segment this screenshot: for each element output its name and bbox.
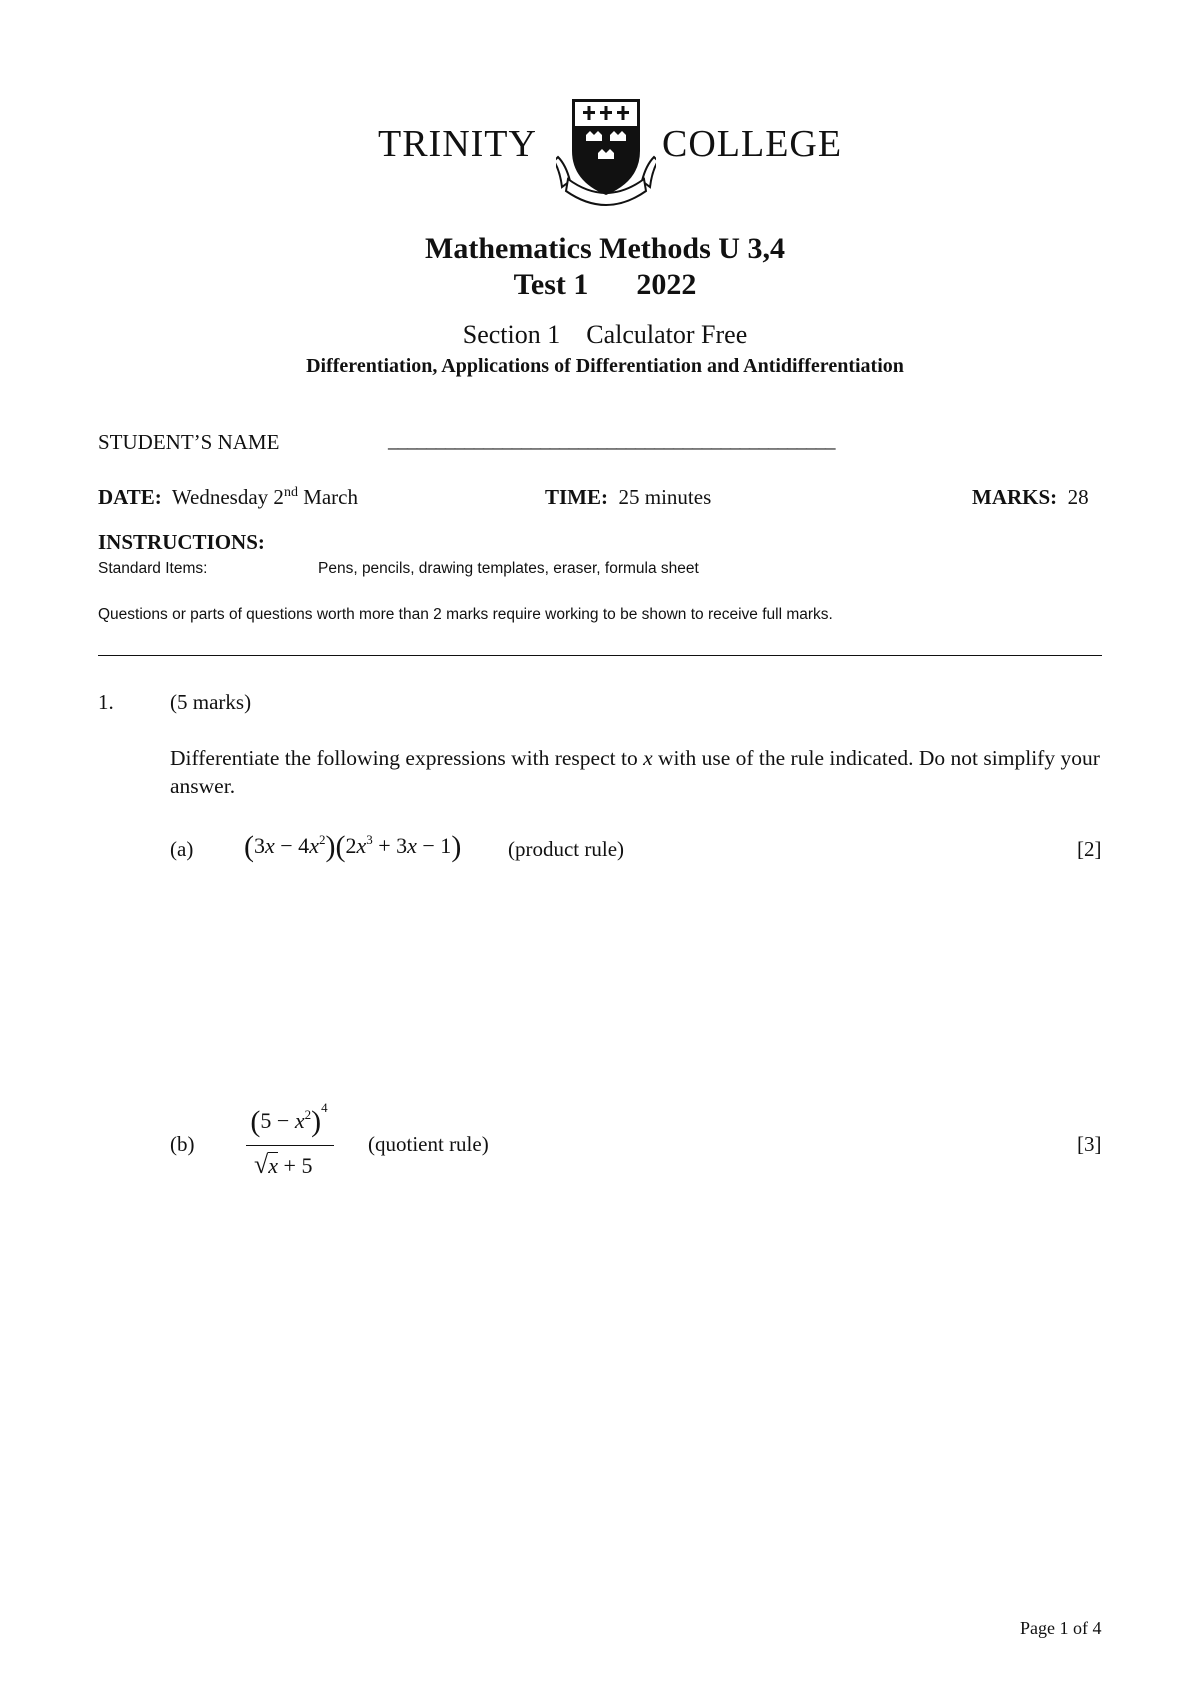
part-b-marks: [3] — [1077, 1132, 1102, 1156]
marks-value: 28 — [1067, 485, 1089, 509]
part-a-expression: $(3x - 4x^2)(2x^3 + 3x - 1)$ — [244, 830, 462, 863]
date-value-sup: nd — [283, 485, 298, 500]
student-name-label: STUDENT’S NAME — [98, 430, 280, 454]
student-name-line[interactable]: _______________________________________________ — [388, 428, 835, 452]
test-line — [0, 268, 1200, 302]
page-number: Page 1 of 4 — [1020, 1618, 1102, 1638]
section-line — [0, 320, 1200, 350]
college-crest-icon — [556, 95, 656, 213]
working-note: Questions or parts of questions worth more than 2 marks require working to be shown to receive full marks. — [98, 606, 833, 623]
part-b-numerator: $(5 - x^2)^4$ — [250, 1100, 328, 1138]
test-label: Test 1 — [513, 268, 589, 301]
question-prompt — [170, 744, 1100, 800]
part-b-fraction-bar — [246, 1145, 334, 1146]
part-b-rule: (quotient rule) — [368, 1132, 489, 1156]
instructions-heading: INSTRUCTIONS: — [98, 530, 265, 554]
standard-items-label: Standard Items: — [98, 560, 208, 577]
divider — [98, 655, 1102, 656]
date-value-pre: Wednesday 2 — [171, 485, 284, 509]
question-number: 1. — [98, 690, 114, 714]
test-year: 2022 — [636, 268, 697, 301]
section-label: Section 1 — [462, 320, 561, 349]
part-a-marks: [2] — [1077, 837, 1102, 861]
part-a-label: (a) — [170, 837, 194, 861]
marks-row — [972, 485, 1089, 510]
question-marks: (5 marks) — [170, 690, 252, 714]
date-label: DATE: — [98, 485, 162, 509]
part-b-label: (b) — [170, 1132, 195, 1156]
topic-heading: Differentiation, Applications of Differentiation and Antidifferentiation — [306, 355, 904, 377]
date-row — [98, 485, 358, 510]
time-label: TIME: — [545, 485, 608, 509]
question-prompt-var: x — [643, 746, 653, 770]
time-value: 25 minutes — [618, 485, 712, 509]
question-prompt-post: with use of the rule indicated. Do not simplify your answer. — [170, 746, 1100, 798]
question-prompt-pre: Differentiate the following expressions with respect to — [170, 746, 644, 770]
marks-label: MARKS: — [972, 485, 1058, 509]
logo-college-text: COLLEGE — [662, 123, 843, 165]
section-type: Calculator Free — [586, 320, 748, 349]
time-row — [545, 485, 711, 510]
part-b-denominator: √x + 5 — [254, 1150, 313, 1179]
date-value-post: March — [297, 485, 358, 509]
part-a-rule: (product rule) — [508, 837, 625, 861]
standard-items-value: Pens, pencils, drawing templates, eraser, formula sheet — [318, 560, 699, 577]
logo-trinity-text: TRINITY — [378, 123, 537, 165]
page-title: Mathematics Methods U 3,4 — [425, 232, 785, 265]
